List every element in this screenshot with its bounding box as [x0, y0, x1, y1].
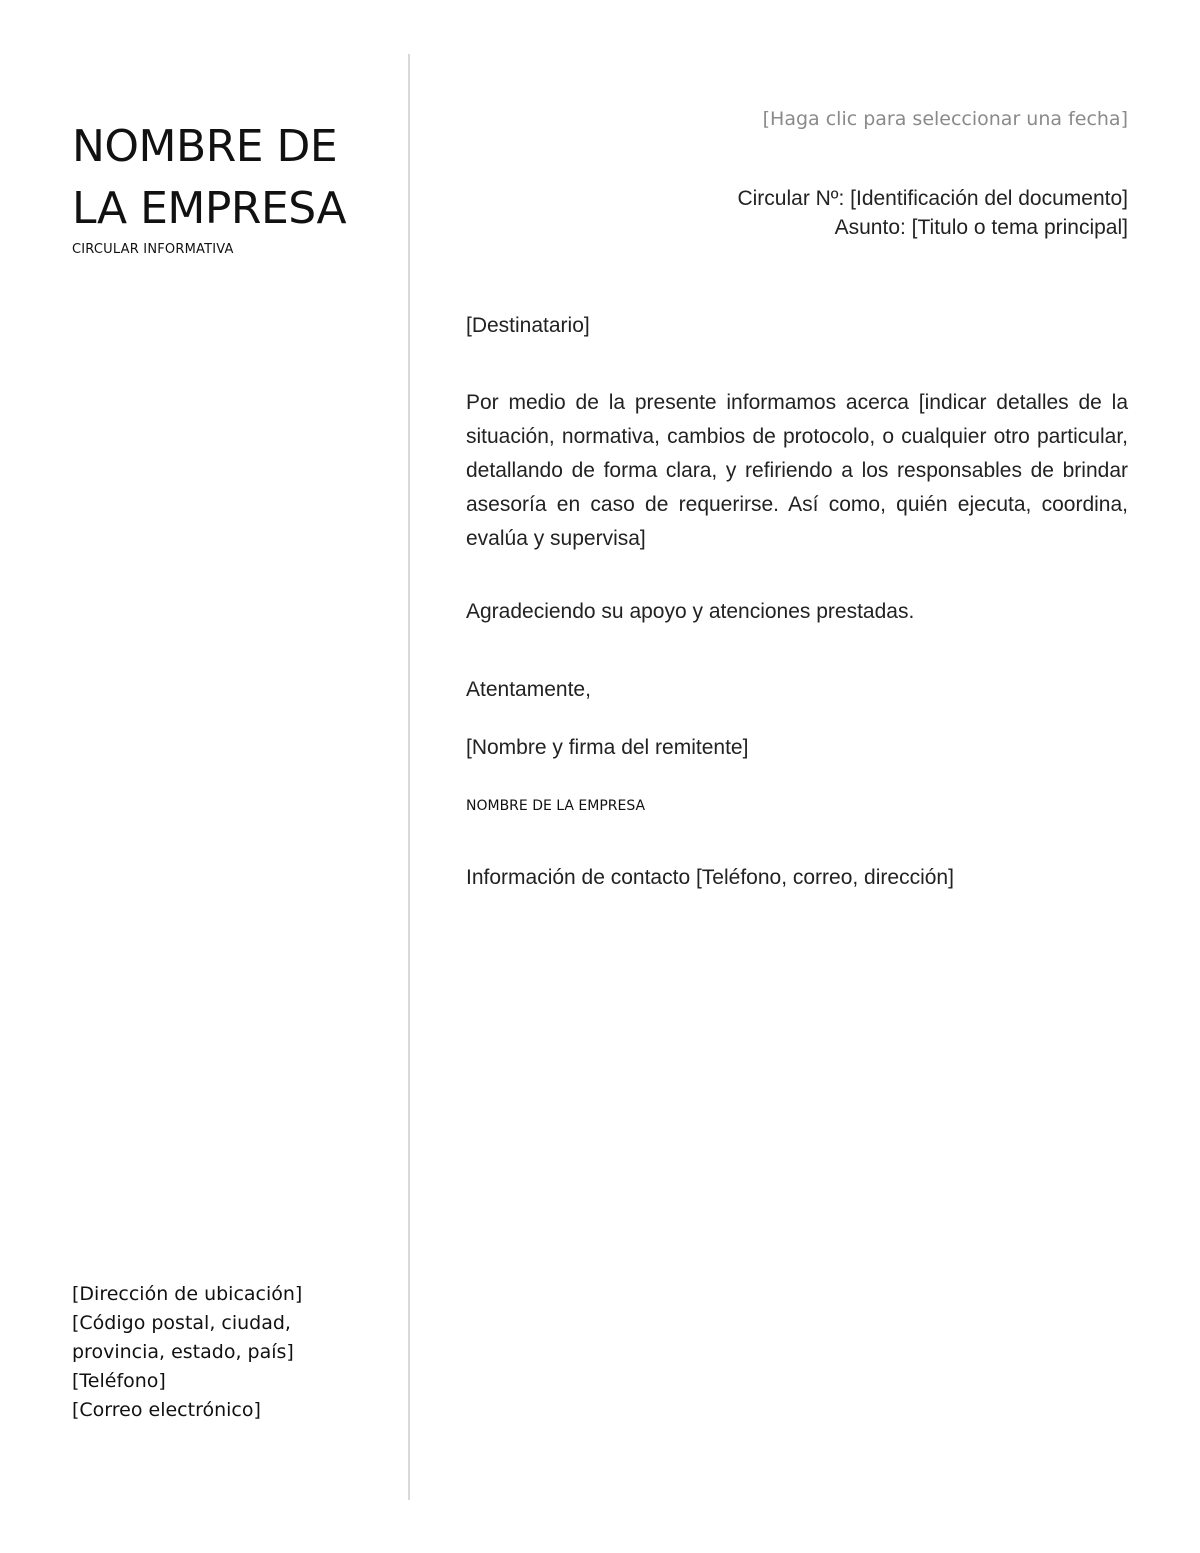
company-name-line-2: LA EMPRESA	[72, 183, 347, 234]
sidebar	[72, 116, 392, 257]
circular-meta	[466, 184, 1128, 242]
postal-line[interactable]: [Código postal, ciudad, provincia, estado, país]	[72, 1312, 294, 1363]
date-picker-field[interactable]: [Haga clic para seleccionar una fecha]	[762, 108, 1128, 130]
body-paragraph[interactable]: Por medio de la presente informamos acerca [indicar detalles de la situación, normativa, cambios de protocolo, o cualquier otro particular, detallando de forma clara, y refiriendo a los responsables de brindar asesoría en caso de requerirse. Así como, quién ejecuta, coordina, evalúa y supervisa]	[466, 391, 1128, 550]
address-block	[72, 1280, 372, 1425]
address-line[interactable]: [Dirección de ubicación]	[72, 1283, 303, 1305]
vertical-divider	[408, 54, 410, 1500]
company-name-heading	[72, 116, 392, 240]
subject-line[interactable]: Asunto: [Titulo o tema principal]	[834, 216, 1128, 239]
email-line[interactable]: [Correo electrónico]	[72, 1399, 261, 1421]
recipient[interactable]: [Destinatario]	[466, 314, 590, 337]
letter-body	[466, 108, 1128, 890]
company-name-line-1: NOMBRE DE	[72, 121, 338, 172]
sender-signature[interactable]: [Nombre y firma del remitente]	[466, 736, 749, 759]
phone-line[interactable]: [Teléfono]	[72, 1370, 166, 1392]
contact-info[interactable]: Información de contacto [Teléfono, correo, dirección]	[466, 866, 954, 889]
thanks-paragraph[interactable]: Agradeciendo su apoyo y atenciones prestadas.	[466, 600, 915, 623]
closing-salutation[interactable]: Atentamente,	[466, 678, 591, 701]
footer-company-name: NOMBRE DE LA EMPRESA	[466, 798, 646, 814]
circular-number[interactable]: Circular Nº: [Identificación del documento]	[737, 187, 1128, 210]
document-type-label: CIRCULAR INFORMATIVA	[72, 242, 234, 257]
